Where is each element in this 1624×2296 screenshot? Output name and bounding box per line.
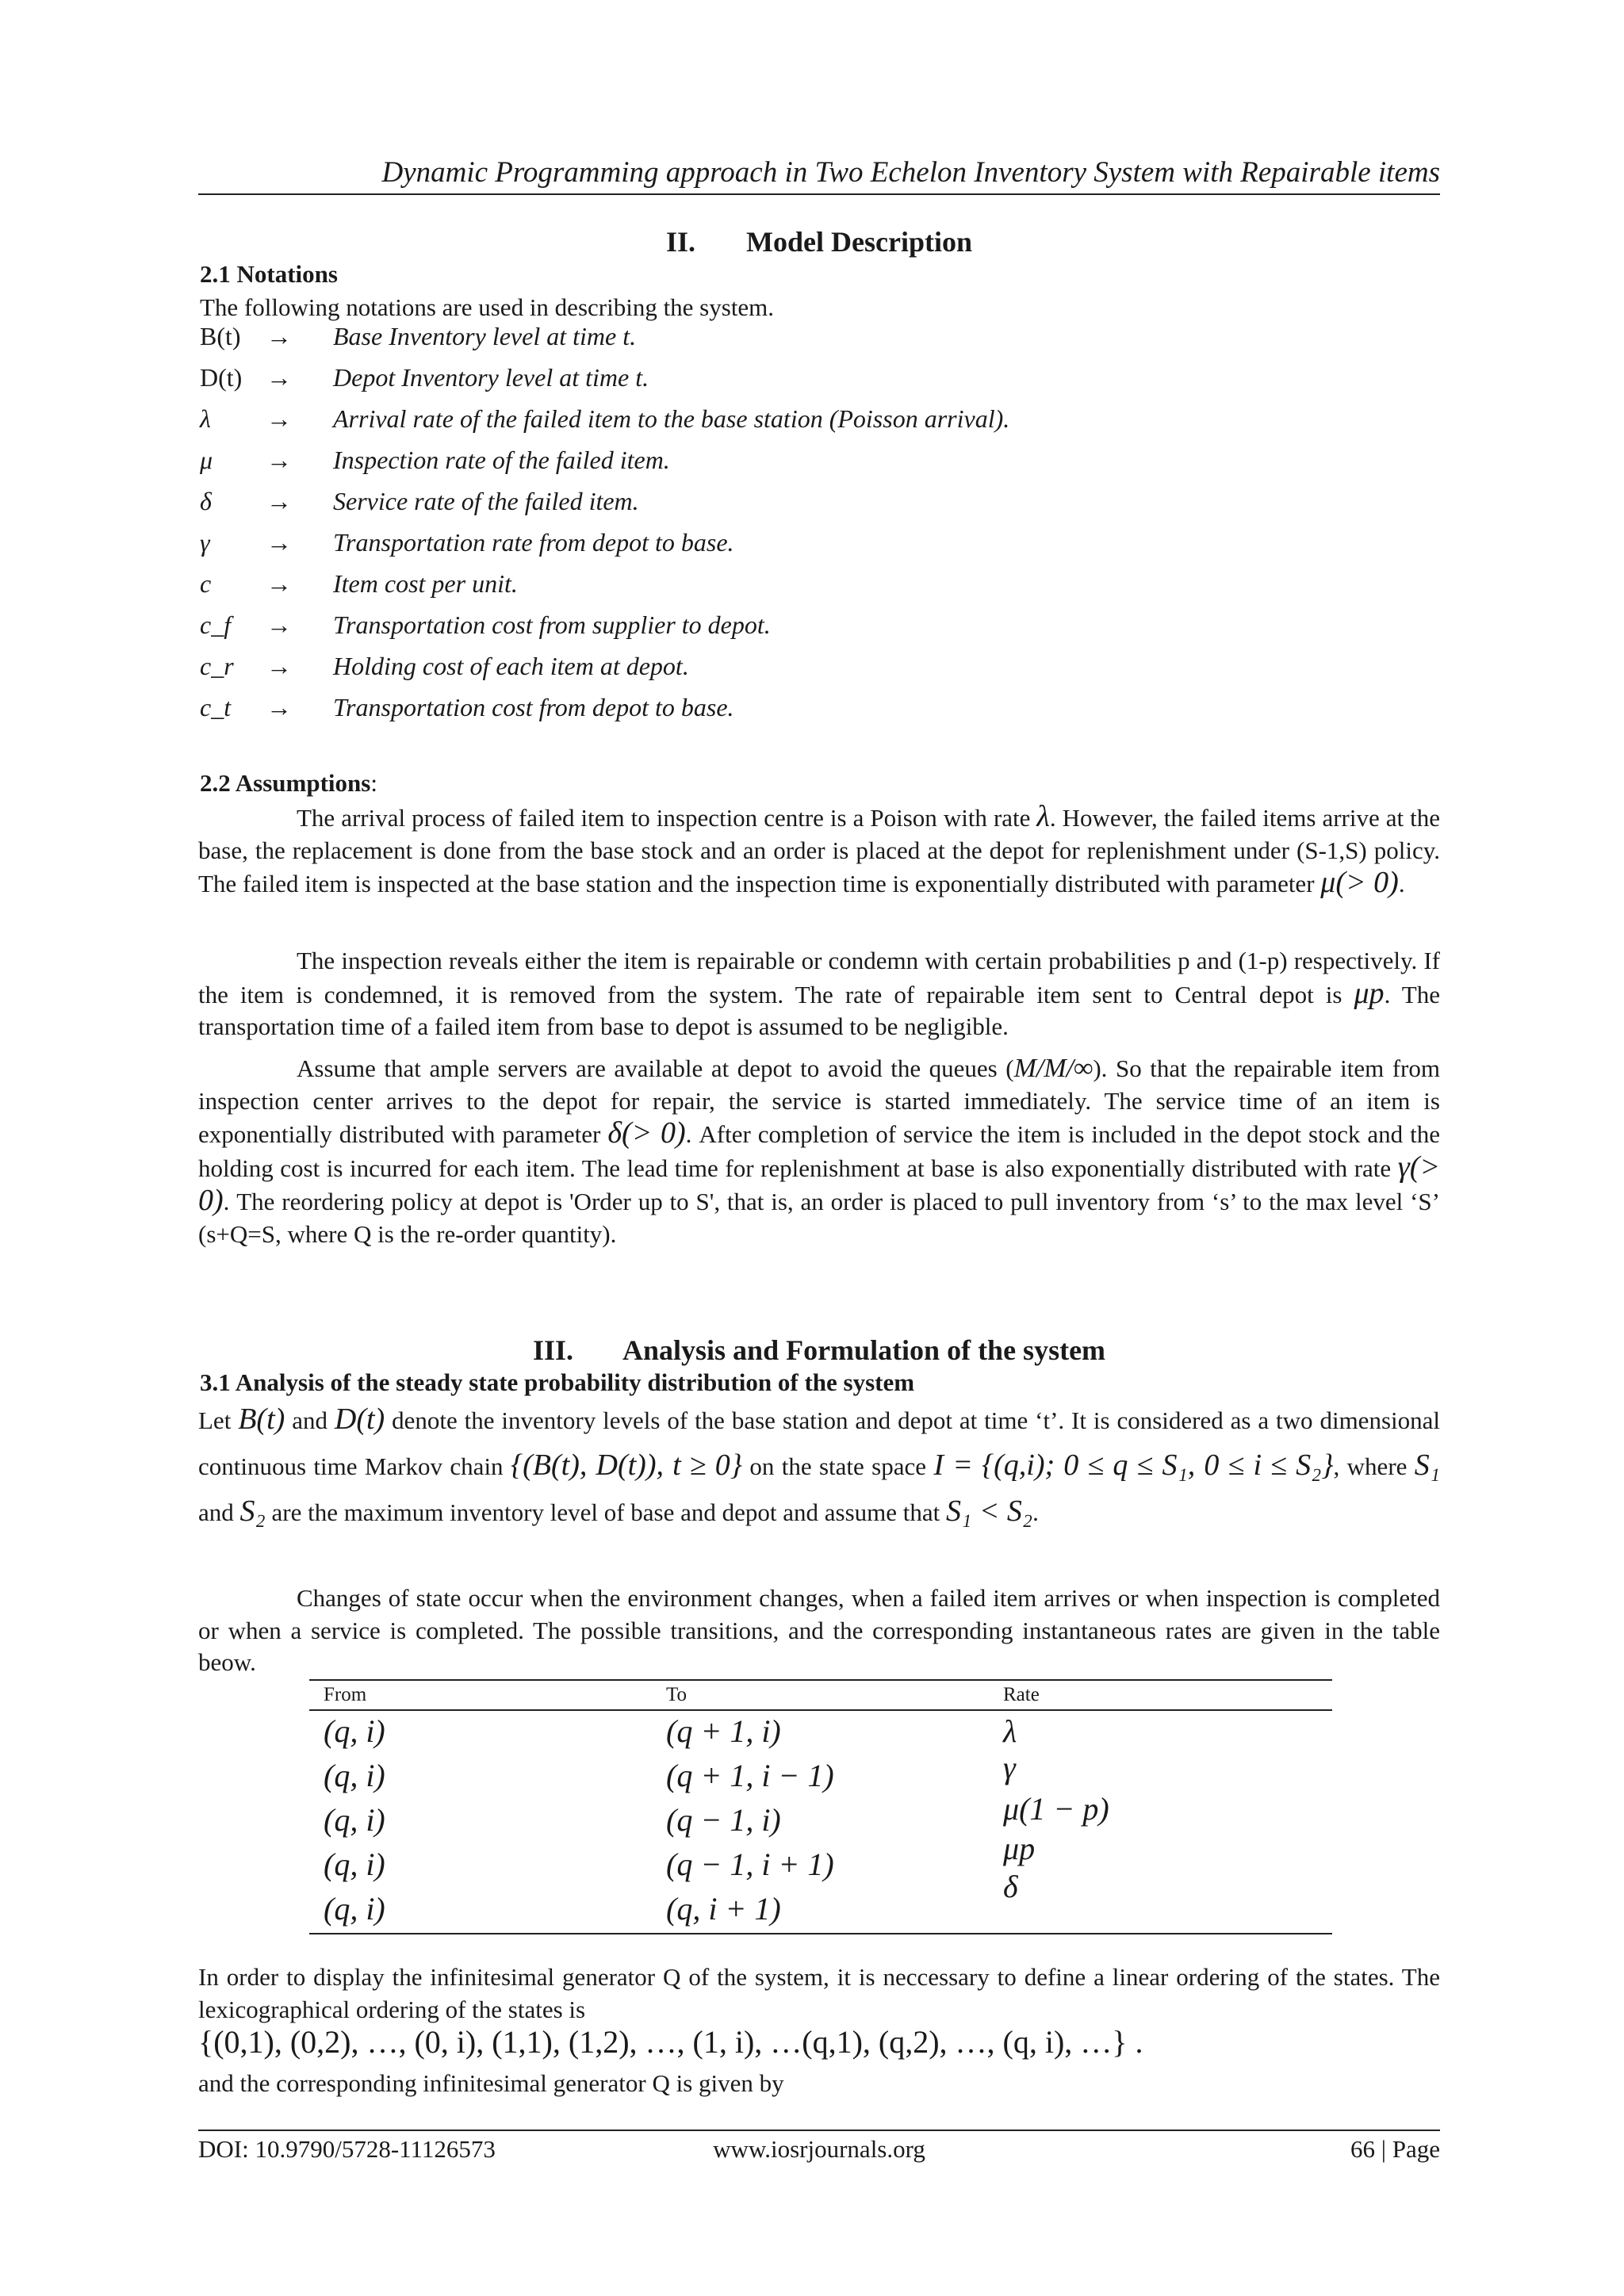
notation-symbol: c_f [200,610,232,639]
s1-symbol: S₁ [1414,1448,1441,1482]
text-run: . After completion of service the item is included in the depot stock and the holding cost is incurred for each item. The lead time for replenishment at base is also exponentially distributed with rate [198,1120,1441,1182]
rate-cell: μp [1003,1831,1036,1866]
section-3-title: Analysis and Formulation of the system [622,1334,1106,1366]
footer-website: www.iosrjournals.org [713,2135,925,2163]
arrow-icon: → [266,363,292,392]
mu-condition: μ(> 0) [1320,866,1399,899]
to-cell: (q, i + 1) [666,1891,781,1927]
notation-symbol: D(t) [200,363,243,392]
arrow-icon: → [266,569,292,598]
notation-symbol: μ [200,446,213,474]
text-run: . The transportation time of a failed item from base to depot is assumed to be negligible. [198,980,1441,1040]
base-level-symbol: B(t) [238,1402,285,1436]
footer-doi: DOI: 10.9790/5728-11126573 [198,2135,496,2163]
text-run: . However, the failed items arrive at the base, the replacement is done from the base stock and an order is placed at the depot for replenishment under (S-1,S) policy. The failed item is inspected at the base station and the inspection time is exponentially distributed with parameter [198,804,1440,897]
text-run: The arrival process of failed item to inspection centre is a Poison with rate [297,804,1031,832]
arrow-icon: → [266,487,292,515]
notation-description: Depot Inventory level at time t. [333,363,649,392]
text-run: on the state space [749,1452,927,1480]
assumptions-colon: : [370,769,377,797]
rate-cell: λ [1003,1713,1017,1749]
steady-state-subheading: 3.1 Analysis of the steady state probability distribution of the system [200,1368,915,1396]
s2-symbol: S₂ [239,1494,266,1528]
header-rule [198,193,1440,195]
text-run: Let [198,1406,232,1434]
arrow-icon: → [266,404,292,433]
notation-description: Transportation cost from supplier to depot. [333,610,771,639]
from-cell: (q, i) [324,1846,385,1882]
notation-description: Arrival rate of the failed item to the base station (Poisson arrival). [333,404,1010,433]
footer-page-number: 66 | Page [1350,2135,1440,2163]
notations-intro: The following notations are used in describing the system. [200,293,775,321]
from-cell: (q, i) [324,1713,385,1749]
assumption-paragraph-3 [198,1053,1440,1250]
rate-cell: μ(1 − p) [1003,1791,1109,1827]
ordering-paragraph: In order to display the infinitesimal generator Q of the system, it is neccessary to define a linear ordering of the states. The lexicographical ordering of the states is [198,1963,1440,2023]
section-3-heading [198,1334,1440,1367]
table-header-rate: Rate [1003,1684,1040,1705]
section-3-number: III. [532,1334,573,1366]
notation-description: Inspection rate of the failed item. [333,446,670,474]
section-2-title: Model Description [746,226,972,258]
state-space-expression: I = {(q,i); 0 ≤ q ≤ S₁, 0 ≤ i ≤ S₂} [933,1448,1334,1482]
notation-description: Holding cost of each item at depot. [333,652,689,680]
running-head: Dynamic Programming approach in Two Echelon Inventory System with Repairable items [381,156,1440,189]
text-run: . The reordering policy at depot is 'Order up to S', that is, an order is placed to pull inventory from ‘s’ to the max level ‘S’ (s+Q=S, where Q is the re-order quantity). [198,1188,1440,1248]
arrow-icon: → [266,693,292,721]
notation-symbol: B(t) [200,322,241,350]
assumption-paragraph-1 [198,801,1440,901]
notation-symbol: δ [200,487,212,515]
text-run: ). So that the repairable item from inspection center arrives to the depot for repair, the service is started immediately. The service time of an item is exponentially distributed with parameter [198,1054,1440,1148]
text-run: The inspection reveals either the item is repairable or condemn with certain probabilities p and (1-p) respectively. If the item is condemned, it is removed from the system. The rate of repairable item sent to Central depot is [198,947,1440,1008]
notations-subheading: 2.1 Notations [200,260,338,288]
table-bottom-rule [309,1933,1332,1934]
text-run: Assume that ample servers are available at depot to avoid the queues ( [297,1054,1014,1082]
mu-p-symbol: μp [1354,976,1385,1010]
notation-symbol: c_r [200,652,234,680]
from-cell: (q, i) [324,1802,385,1838]
notation-symbol: λ [200,404,211,433]
table-top-rule [309,1679,1332,1681]
arrow-icon: → [266,652,292,680]
section-2-number: II. [666,226,696,258]
to-cell: (q − 1, i) [666,1802,781,1838]
text-run: are the maximum inventory level of base and depot and assume that [271,1498,940,1526]
lexicographic-ordering: {(0,1), (0,2), …, (0, i), (1,1), (1,2), …, (1, i), …(q,1), (q,2), …, (q, i), …} . [198,2024,1143,2060]
notation-symbol: γ [200,528,210,557]
notation-description: Transportation cost from depot to base. [333,693,734,721]
footer-rule [198,2130,1440,2131]
section-2-heading [198,225,1440,258]
to-cell: (q − 1, i + 1) [666,1846,834,1882]
rate-cell: δ [1003,1869,1018,1904]
assumptions-subheading [200,769,377,798]
notation-description: Transportation rate from depot to base. [333,528,734,557]
text-run: denote the inventory levels of the base station and depot at time ‘t’. It is considered as a two dimensional continuous time Markov chain [198,1406,1440,1480]
delta-condition: δ(> 0) [607,1116,686,1150]
notation-description: Base Inventory level at time t. [333,322,637,350]
gamma-condition: γ(> 0) [198,1150,1440,1217]
queue-notation: M/M/∞ [1013,1054,1094,1083]
state-change-paragraph: Changes of state occur when the environment changes, when a failed item arrives or when inspection is completed or when a service is completed. The possible transitions, and the corresponding instantaneous rates are given in the table beow. [198,1584,1440,1676]
arrow-icon: → [266,610,292,639]
text-run: and [198,1498,234,1526]
markov-chain-expression: {(B(t), D(t)), t ≥ 0} [510,1448,742,1482]
table-header-to: To [666,1684,688,1705]
arrow-icon: → [266,446,292,474]
arrow-icon: → [266,528,292,557]
markov-chain-paragraph [198,1397,1440,1535]
to-cell: (q + 1, i − 1) [666,1758,834,1793]
generator-intro: and the corresponding infinitesimal generator Q is given by [198,2069,784,2097]
assumption-paragraph-2 [198,945,1440,1043]
lambda-symbol: λ [1036,800,1050,833]
notation-symbol: c [200,569,212,598]
table-header-from: From [324,1684,367,1705]
notation-description: Service rate of the failed item. [333,487,639,515]
depot-level-symbol: D(t) [334,1402,385,1436]
assumptions-title: 2.2 Assumptions [200,769,371,797]
arrow-icon: → [266,322,292,350]
from-cell: (q, i) [324,1758,385,1793]
text-run: . [1398,870,1405,897]
text-run: . [1032,1498,1039,1526]
notation-description: Item cost per unit. [333,569,518,598]
text-run: and [292,1406,327,1434]
to-cell: (q + 1, i) [666,1713,781,1749]
text-run: , where [1333,1452,1408,1480]
rate-cell: γ [1003,1750,1016,1785]
s1-less-s2: S₁ < S₂ [946,1494,1033,1528]
table-header-rule [309,1709,1332,1711]
from-cell: (q, i) [324,1891,385,1927]
notation-symbol: c_t [200,693,232,721]
